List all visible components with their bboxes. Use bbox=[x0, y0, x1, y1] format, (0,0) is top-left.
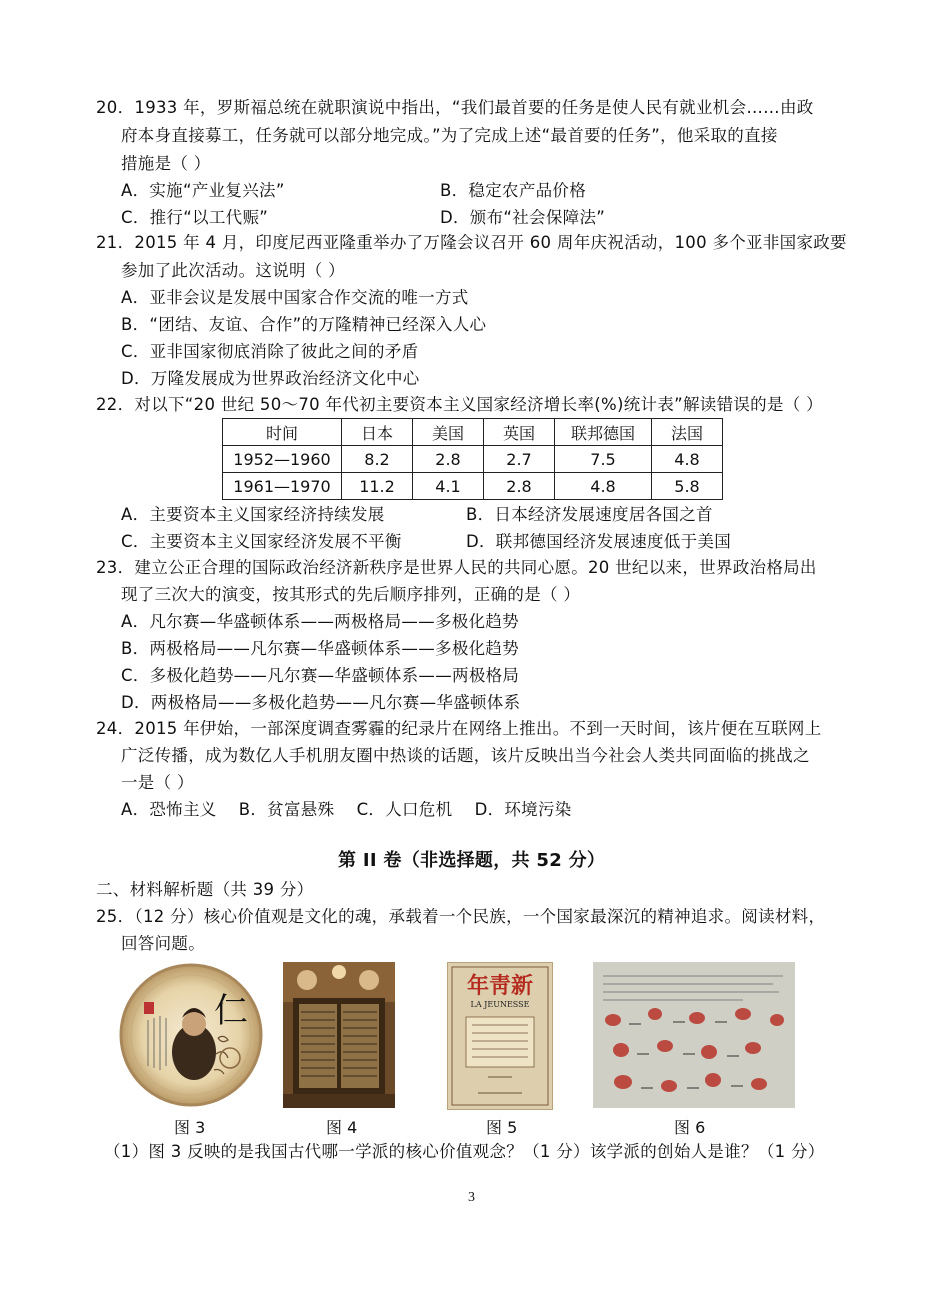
q23-option-b: B．两极格局——凡尔赛—华盛顿体系——多极化趋势 bbox=[121, 639, 520, 658]
table-cell: 2.8 bbox=[484, 473, 555, 500]
figure-6-image bbox=[593, 962, 795, 1108]
page-number: 3 bbox=[468, 1190, 475, 1205]
confucius-plaque-picture bbox=[118, 962, 264, 1108]
q20-line2: 府本身直接募工，任务就可以部分地完成。”为了完成上述“最首要的任务”，他采取的直接 bbox=[121, 126, 778, 145]
table-cell: 4.8 bbox=[652, 446, 723, 473]
ren-character: 仁 bbox=[214, 991, 248, 1031]
table-cell: 11.2 bbox=[342, 473, 413, 500]
q22-option-c: C．主要资本主义国家经济发展不平衡 bbox=[121, 532, 402, 551]
header-cell: 日本 bbox=[342, 419, 413, 446]
q20-option-a: A．实施“产业复兴法” bbox=[121, 181, 285, 200]
q25-line1: 25．（12 分）核心价值观是文化的魂，承载着一个民族，一个国家最深沉的精神追求。阅读材料， bbox=[96, 907, 826, 926]
fingerprint-document-picture bbox=[593, 962, 795, 1108]
new-youth-cover-picture bbox=[448, 963, 552, 1109]
q22-option-b: B．日本经济发展速度居各国之首 bbox=[466, 505, 713, 524]
figure-3-image bbox=[118, 962, 264, 1108]
table-row bbox=[223, 473, 723, 500]
header-cell: 时间 bbox=[223, 419, 342, 446]
q22-line1: 22．对以下“20 世纪 50～70 年代初主要资本主义国家经济增长率(%)统计表”解读错误的是（ ） bbox=[96, 395, 823, 414]
q20-option-c: C．推行“以工代赈” bbox=[121, 208, 269, 227]
q23-option-d: D．两极格局——多极化趋势——凡尔赛—华盛顿体系 bbox=[121, 693, 521, 712]
table-cell: 4.1 bbox=[413, 473, 484, 500]
q21-line1: 21．2015 年 4 月，印度尼西亚隆重举办了万隆会议召开 60 周年庆祝活动，100 多个亚非国家政要 bbox=[96, 233, 847, 252]
q24-options: A．恐怖主义 B．贫富悬殊 C．人口危机 D．环境污染 bbox=[121, 800, 572, 819]
q24-line1: 24．2015 年伊始，一部深度调查雾霾的纪录片在网络上推出。不到一天时间，该片便在互联网上 bbox=[96, 719, 822, 738]
part2-section: 二、材料解析题（共 39 分） bbox=[96, 880, 314, 899]
q21-option-a: A．亚非会议是发展中国家合作交流的唯一方式 bbox=[121, 288, 469, 307]
q22-option-d: D．联邦德国经济发展速度低于美国 bbox=[466, 532, 732, 551]
q21-option-d: D．万隆发展成为世界政治经济文化中心 bbox=[121, 369, 420, 388]
q23-line1: 23．建立公正合理的国际政治经济新秩序是世界人民的共同心愿。20 世纪以来，世界政治格局出 bbox=[96, 558, 817, 577]
caption-figure-3: 图 3 bbox=[174, 1118, 206, 1137]
q23-line2: 现了三次大的演变，按其形式的先后顺序排列，正确的是（ ） bbox=[121, 585, 581, 604]
q21-option-b: B．“团结、友谊、合作”的万隆精神已经深入人心 bbox=[121, 315, 487, 334]
table-cell: 2.8 bbox=[413, 446, 484, 473]
q24-line3: 一是（ ） bbox=[121, 773, 194, 792]
table-cell: 4.8 bbox=[555, 473, 652, 500]
q20-line3: 措施是（ ） bbox=[121, 154, 211, 173]
q20-option-b: B．稳定农产品价格 bbox=[440, 181, 587, 200]
table-cell: 7.5 bbox=[555, 446, 652, 473]
q25-line2: 回答问题。 bbox=[121, 934, 205, 953]
cover-title: 年靑新 bbox=[466, 973, 534, 999]
growth-rate-table bbox=[222, 418, 723, 500]
q25-subquestion-1: （1）图 3 反映的是我国古代哪一学派的核心价值观念？（1 分）该学派的创始人是谁？（1 分） bbox=[104, 1142, 825, 1161]
q21-line2: 参加了此次活动。这说明（ ） bbox=[121, 261, 345, 280]
declaration-monument-picture bbox=[283, 962, 395, 1108]
header-cell: 联邦德国 bbox=[555, 419, 652, 446]
table-cell: 8.2 bbox=[342, 446, 413, 473]
q24-line2: 广泛传播，成为数亿人手机朋友圈中热谈的话题，该片反映出当今社会人类共同面临的挑战之 bbox=[121, 746, 810, 765]
table-row bbox=[223, 446, 723, 473]
table-cell: 2.7 bbox=[484, 446, 555, 473]
table-header-row bbox=[223, 419, 723, 446]
caption-figure-4: 图 4 bbox=[326, 1118, 358, 1137]
header-cell: 英国 bbox=[484, 419, 555, 446]
caption-figure-5: 图 5 bbox=[486, 1118, 518, 1137]
q20-line1: 20．1933 年，罗斯福总统在就职演说中指出，“我们最首要的任务是使人民有就业机会……由政 bbox=[96, 98, 814, 117]
q23-option-a: A．凡尔赛—华盛顿体系——两极格局——多极化趋势 bbox=[121, 612, 519, 631]
figure-5-image bbox=[447, 962, 553, 1110]
caption-figure-6: 图 6 bbox=[674, 1118, 706, 1137]
q23-option-c: C．多极化趋势——凡尔赛—华盛顿体系——两极格局 bbox=[121, 666, 520, 685]
table-cell: 1961—1970 bbox=[223, 473, 342, 500]
q22-option-a: A．主要资本主义国家经济持续发展 bbox=[121, 505, 385, 524]
header-cell: 法国 bbox=[652, 419, 723, 446]
table-cell: 1952—1960 bbox=[223, 446, 342, 473]
q20-option-d: D．颁布“社会保障法” bbox=[440, 208, 606, 227]
q21-option-c: C．亚非国家彻底消除了彼此之间的矛盾 bbox=[121, 342, 419, 361]
cover-subtitle: LA JEUNESSE bbox=[470, 1000, 530, 1009]
part2-title: 第 II 卷（非选择题，共 52 分） bbox=[338, 850, 606, 871]
figure-4-image bbox=[283, 962, 395, 1108]
table-cell: 5.8 bbox=[652, 473, 723, 500]
header-cell: 美国 bbox=[413, 419, 484, 446]
